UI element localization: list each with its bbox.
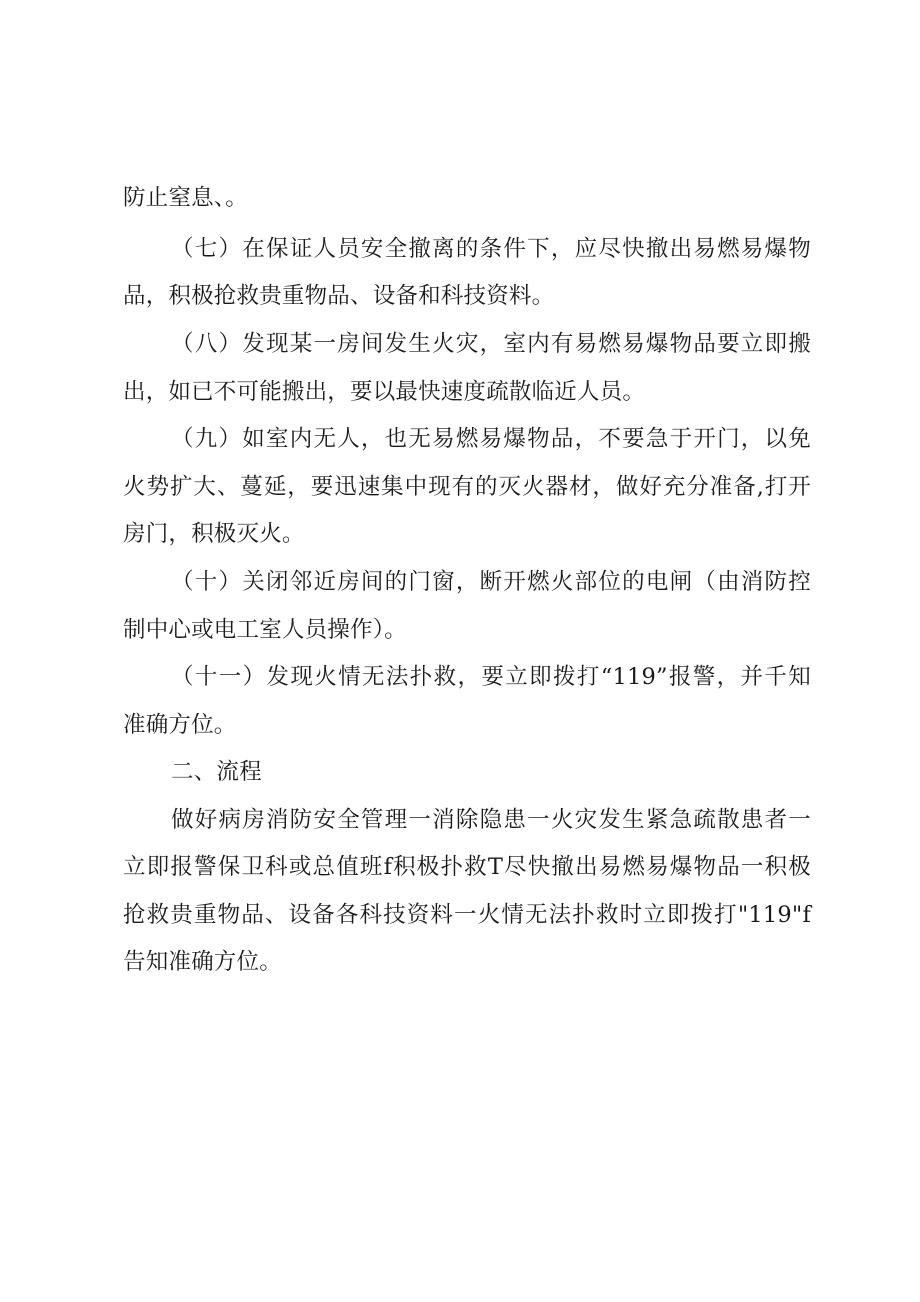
text-line: 告知准确方位。 [123,949,282,975]
text-line: 出，如已不可能搬出，要以最快速度疏散临近人员。 [123,379,646,405]
text-line: （八）发现某一房间发生火灾，室内有易燃易爆物品要立即搬 [171,331,811,357]
text-line: （九）如室内无人，也无易燃易爆物品，不要急于开门，以免 [171,426,811,452]
text-line: 制中心或电工室人员操作）。 [123,617,407,643]
text-line: 房门，积极灭火。 [123,521,305,547]
section-heading: 二、流程 [171,759,262,785]
text-line: 抢救贵重物品、设备各科技资料一火情无法扑救时立即拨打"119"f [123,902,811,928]
text-line: （十）关闭邻近房间的门窗，断开燃火部位的电闸（由消防控 [171,569,811,595]
text-line: 火势扩大、蔓延，要迅速集中现有的灭火器材，做好充分准备,打开 [123,474,811,500]
text-line: 品，积极抢救贵重物品、设备和科技资料。 [123,283,555,309]
text-line: 做好病房消防安全管理一消除隐患一火灾发生紧急疏散患者一 [171,807,811,833]
text-line: 准确方位。 [123,712,237,738]
text-line: 防止窒息、。 [123,185,248,211]
text-line: 立即报警保卫科或总值班f积极扑救T尽快撤出易燃易爆物品一积极 [123,854,811,880]
text-line: （十一）发现火情无法扑救，要立即拨打“119”报警，并千知 [171,664,811,690]
text-line: （七）在保证人员安全撤离的条件下，应尽快撤出易燃易爆物 [171,236,811,262]
